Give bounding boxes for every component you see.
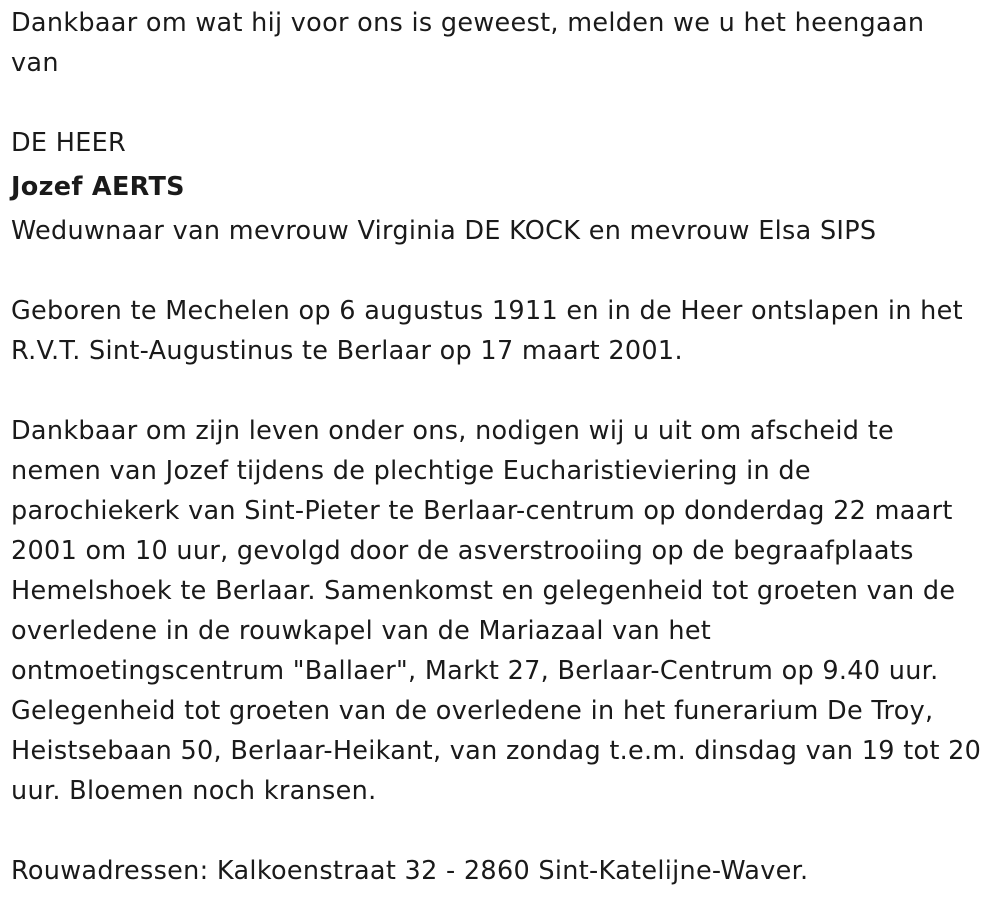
ceremony-line-10: uur. Bloemen noch kransen. [11,776,377,806]
ceremony-line-4: 2001 om 10 uur, gevolgd door de asverstrooiing op de begraafplaats [11,536,914,566]
ceremony-line-1: Dankbaar om zijn leven onder ons, nodigen wij u uit om afscheid te [11,416,894,446]
ceremony-line-5: Hemelshoek te Berlaar. Samenkomst en gelegenheid tot groeten van de [11,576,956,606]
ceremony-line-6: overledene in de rouwkapel van de Mariazaal van het [11,616,712,646]
spacer [11,811,996,851]
spacer [11,371,996,411]
ceremony-line-2: nemen van Jozef tijdens de plechtige Eucharistieviering in de [11,456,811,486]
deceased-name: Jozef AERTS [11,172,185,202]
intro-line-1: Dankbaar om wat hij voor ons is geweest, melden we u het heengaan [11,8,925,38]
ceremony-line-7: ontmoetingscentrum "Ballaer", Markt 27, Berlaar-Centrum op 9.40 uur. [11,656,939,686]
spacer [11,83,996,123]
birth-death-line-1: Geboren te Mechelen op 6 augustus 1911 en in de Heer ontslapen in het [11,296,963,326]
address-line: Rouwadressen: Kalkoenstraat 32 - 2860 Sint-Katelijne-Waver. [11,856,809,886]
relation-line: Weduwnaar van mevrouw Virginia DE KOCK en mevrouw Elsa SIPS [11,216,877,246]
title-line: DE HEER [11,128,127,158]
intro-line-2: van [11,48,59,78]
ceremony-line-8: Gelegenheid tot groeten van de overledene in het funerarium De Troy, [11,696,934,726]
death-notice [11,3,996,891]
ceremony-line-9: Heistsebaan 50, Berlaar-Heikant, van zondag t.e.m. dinsdag van 19 tot 20 [11,736,982,766]
ceremony-line-3: parochiekerk van Sint-Pieter te Berlaar-centrum op donderdag 22 maart [11,496,953,526]
spacer [11,251,996,291]
birth-death-line-2: R.V.T. Sint-Augustinus te Berlaar op 17 maart 2001. [11,336,683,366]
